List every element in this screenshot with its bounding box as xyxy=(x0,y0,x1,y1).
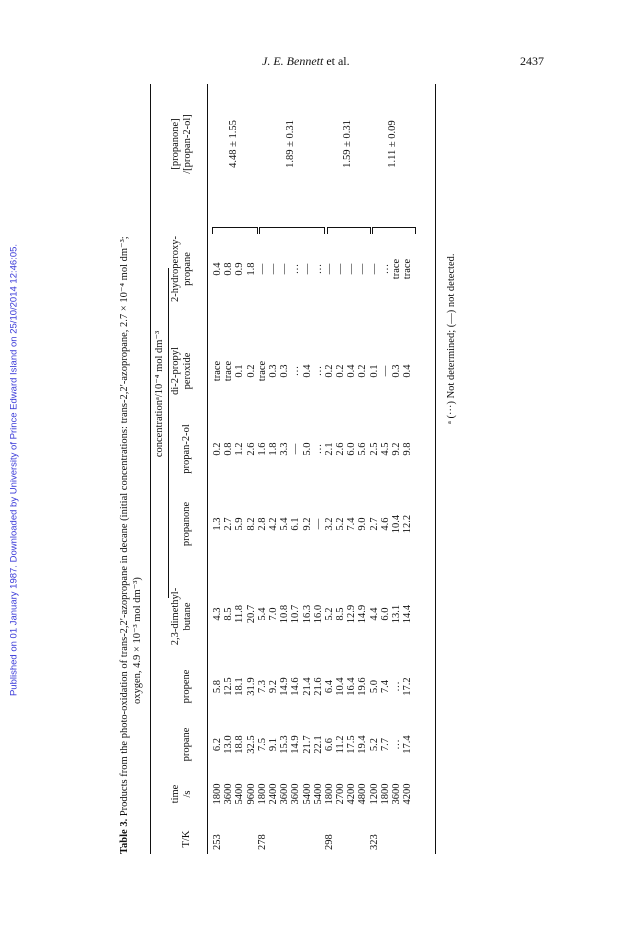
concentration-header: concentrationᵃ/10⁻⁴ mol dm⁻³ xyxy=(154,330,165,458)
cell-time: 1200 xyxy=(368,783,380,805)
cell-c6: trace xyxy=(212,360,223,382)
cell-c2: 12.5 xyxy=(223,677,235,696)
cell-c5: 1.8 xyxy=(267,442,279,456)
cell-c2: 17.2 xyxy=(402,677,414,696)
table-footnote: ᵃ (···) Not determined; (—) not detected. xyxy=(446,253,457,424)
table-row xyxy=(223,84,234,854)
cell-c4: 2.7 xyxy=(368,517,380,531)
cell-c1: 14.9 xyxy=(290,735,302,754)
cell-c6: 0.2 xyxy=(245,364,257,378)
table-row xyxy=(279,84,290,854)
table-row xyxy=(402,84,413,854)
cell-c2: … xyxy=(391,681,402,692)
cell-time: 1800 xyxy=(212,783,223,805)
cell-c2: 9.2 xyxy=(267,679,279,694)
cell-c3: 7.0 xyxy=(267,607,279,621)
table-row xyxy=(234,84,245,854)
running-head xyxy=(262,54,350,69)
table-row xyxy=(212,84,223,854)
cell-tk: 323 xyxy=(368,834,380,850)
cell-c4: 12.2 xyxy=(402,514,414,534)
cell-c1: 6.6 xyxy=(323,737,335,752)
header-propanone: propanone xyxy=(181,501,192,547)
ratio-323: 1.11 ± 0.09 xyxy=(387,120,398,168)
cell-c1: 13.0 xyxy=(223,735,235,754)
cell-c1: 7.7 xyxy=(379,737,391,752)
cell-tk: 278 xyxy=(256,834,268,850)
page-number: 2437 xyxy=(520,54,544,68)
caption-text: Products from the photo-oxidation of trans-2,2′-azopropane in decane (initial concentrations: trans-2,2′-azopropane, 2.7 × 10⁻⁴ mol dm⁻³; xyxy=(119,236,130,817)
cell-c2: 31.9 xyxy=(245,677,257,696)
cell-c2: 21.6 xyxy=(312,677,324,696)
cell-time: 3600 xyxy=(279,783,291,805)
cell-c1: 32.5 xyxy=(245,735,257,754)
table-body xyxy=(212,84,413,854)
cell-c5: 2.6 xyxy=(245,442,257,456)
cell-c3: 10.7 xyxy=(290,604,302,624)
cell-c6: 0.3 xyxy=(279,364,291,378)
table-row xyxy=(246,84,257,854)
cell-time: 3600 xyxy=(290,783,302,805)
cell-c7: — xyxy=(267,263,279,275)
table-row xyxy=(268,84,279,854)
cell-time: 1800 xyxy=(379,783,391,805)
cell-c6: … xyxy=(290,365,302,377)
cell-c6: … xyxy=(312,365,324,377)
table-3 xyxy=(118,84,498,854)
cell-c5: 5.0 xyxy=(301,442,313,456)
cell-c4: 10.4 xyxy=(391,514,402,534)
cell-c6: 0.4 xyxy=(346,364,358,378)
cell-c7: 1.8 xyxy=(245,262,257,276)
cell-c1: 11.2 xyxy=(335,735,347,754)
cell-c5: … xyxy=(312,443,324,455)
cell-c2: 18.1 xyxy=(234,677,246,696)
cell-time: 5400 xyxy=(234,783,246,805)
cell-c2: 7.3 xyxy=(256,679,268,694)
cell-c5: 0.2 xyxy=(212,442,223,456)
cell-c5: 1.6 xyxy=(256,442,268,456)
cell-c5: 0.8 xyxy=(223,442,235,456)
cell-c2: 16.4 xyxy=(346,677,358,696)
cell-c2: 5.0 xyxy=(368,679,380,694)
cell-c7: … xyxy=(379,263,391,275)
cell-c3: 5.2 xyxy=(323,607,335,621)
cell-time: 4800 xyxy=(357,783,369,805)
header-ratio: [propanone] /[propan-2-ol] xyxy=(170,114,193,174)
cell-time: 3600 xyxy=(391,783,402,805)
header-time: time /s xyxy=(170,784,193,804)
rotated-table-area xyxy=(118,84,498,854)
et-al: et al. xyxy=(326,54,350,68)
table-caption xyxy=(118,84,144,854)
cell-time: 5400 xyxy=(312,783,324,805)
cell-c4: 5.2 xyxy=(335,517,347,531)
table-row xyxy=(369,84,380,854)
cell-c4: 4.6 xyxy=(379,517,391,531)
cell-c6: trace xyxy=(223,360,235,382)
cell-c6: 0.1 xyxy=(234,364,246,378)
concentration-rule xyxy=(168,268,169,598)
cell-tk: 298 xyxy=(323,834,335,850)
top-rule xyxy=(150,84,151,854)
cell-c2: 19.6 xyxy=(357,677,369,696)
cell-c5: 2.1 xyxy=(323,442,335,456)
cell-c3: 16.0 xyxy=(312,604,324,624)
cell-c7: trace xyxy=(391,258,402,280)
cell-c4: 4.2 xyxy=(267,517,279,531)
cell-c4: 9.2 xyxy=(301,517,313,531)
cell-time: 3600 xyxy=(223,783,235,805)
cell-c5: 4.5 xyxy=(379,442,391,456)
cell-c2: 21.4 xyxy=(301,677,313,696)
table-row xyxy=(380,84,391,854)
table-row xyxy=(290,84,301,854)
cell-c4: 5.9 xyxy=(234,517,246,531)
table-row xyxy=(391,84,402,854)
ratio-298: 1.59 ± 0.31 xyxy=(342,120,353,168)
cell-c3: 11.8 xyxy=(234,605,246,623)
cell-c1: 6.2 xyxy=(212,737,223,752)
cell-tk: 253 xyxy=(212,834,223,850)
cell-c3: 14.4 xyxy=(402,604,414,624)
table-row xyxy=(357,84,368,854)
cell-c4: 6.1 xyxy=(290,517,302,531)
cell-c1: 18.8 xyxy=(234,735,246,754)
table-row xyxy=(335,84,346,854)
ratio-278: 1.89 ± 0.31 xyxy=(285,120,296,168)
table-row xyxy=(313,84,324,854)
cell-c5: 9.8 xyxy=(402,442,414,456)
cell-c7: — xyxy=(368,263,380,275)
cell-c1: 5.2 xyxy=(368,737,380,752)
cell-time: 4200 xyxy=(346,783,358,805)
cell-c2: 5.8 xyxy=(212,679,223,694)
header-propanol: propan-2-ol xyxy=(181,424,192,474)
cell-c1: 17.4 xyxy=(402,735,414,754)
cell-c2: 6.4 xyxy=(323,679,335,694)
cell-c6: 0.4 xyxy=(402,364,414,378)
cell-c5: 1.2 xyxy=(234,442,246,456)
table-row xyxy=(302,84,313,854)
cell-c4: 2.7 xyxy=(223,517,235,531)
cell-c3: 4.3 xyxy=(212,607,223,621)
cell-c7: — xyxy=(357,263,369,275)
cell-c7: … xyxy=(312,263,324,275)
cell-c5: 9.2 xyxy=(391,442,402,456)
cell-c7: … xyxy=(290,263,302,275)
cell-c2: 14.6 xyxy=(290,677,302,696)
cell-c4: 1.3 xyxy=(212,517,223,531)
header-propene: propene xyxy=(181,669,192,704)
header-peroxide: di-2-propyl peroxide xyxy=(170,347,193,395)
cell-c3: 4.4 xyxy=(368,607,380,621)
cell-c3: 20.7 xyxy=(245,604,257,624)
cell-c7: — xyxy=(335,263,347,275)
cell-c5: 2.5 xyxy=(368,442,380,456)
cell-c1: 9.1 xyxy=(267,737,279,752)
table-row xyxy=(257,84,268,854)
cell-c3: 8.5 xyxy=(335,607,347,621)
cell-c1: 21.7 xyxy=(301,735,313,754)
watermark-text: Published on 01 January 1987. Downloaded by University of Prince Edward Island on 25/10/2014 12:46:05. xyxy=(8,243,20,697)
header-propane: propane xyxy=(181,727,192,762)
cell-c5: 3.3 xyxy=(279,442,291,456)
cell-c3: 14.9 xyxy=(357,604,369,624)
cell-c5: — xyxy=(290,443,302,455)
cell-c2: 14.9 xyxy=(279,677,291,696)
table-row xyxy=(346,84,357,854)
cell-time: 1800 xyxy=(256,783,268,805)
cell-c5: 5.6 xyxy=(357,442,369,456)
cell-c4: 2.8 xyxy=(256,517,268,531)
cell-c3: 10.8 xyxy=(279,604,291,624)
cell-c6: 0.1 xyxy=(368,364,380,378)
cell-c7: — xyxy=(301,263,313,275)
cell-time: 9600 xyxy=(245,783,257,805)
header-rule xyxy=(207,84,208,854)
author-names: J. E. Bennett xyxy=(262,54,324,68)
cell-c7: — xyxy=(346,263,358,275)
header-tk: T/K xyxy=(181,830,192,848)
cell-c4: 8.2 xyxy=(245,517,257,531)
cell-c7: 0.8 xyxy=(223,262,235,276)
table-row xyxy=(324,84,335,854)
cell-c6: 0.4 xyxy=(301,364,313,378)
cell-c7: 0.9 xyxy=(234,262,246,276)
cell-time: 2700 xyxy=(335,783,347,805)
cell-c6: — xyxy=(379,365,391,377)
cell-c6: trace xyxy=(256,360,268,382)
cell-c6: 0.2 xyxy=(323,364,335,378)
cell-c4: 3.2 xyxy=(323,517,335,531)
cell-c3: 13.1 xyxy=(391,604,402,624)
brace-298 xyxy=(327,227,371,234)
ratio-253: 4.48 ± 1.55 xyxy=(228,120,239,168)
cell-c4: — xyxy=(312,518,324,530)
cell-c6: 0.3 xyxy=(391,364,402,378)
download-watermark xyxy=(4,120,24,820)
cell-c3: 5.4 xyxy=(256,607,268,621)
cell-c6: 0.2 xyxy=(357,364,369,378)
cell-c3: 8.5 xyxy=(223,607,235,621)
cell-c1: … xyxy=(391,739,402,750)
cell-c4: 9.0 xyxy=(357,517,369,531)
cell-time: 2400 xyxy=(267,783,279,805)
header-hydroperoxy: 2-hydroperoxy- propane xyxy=(170,236,193,302)
cell-time: 4200 xyxy=(402,783,414,805)
cell-c1: 7.5 xyxy=(256,737,268,752)
cell-c1: 19.4 xyxy=(357,735,369,754)
cell-c5: 6.0 xyxy=(346,442,358,456)
header-dimethylbutane: 2,3-dimethyl- butane xyxy=(170,587,193,646)
cell-c7: — xyxy=(279,263,291,275)
cell-c3: 12.9 xyxy=(346,604,358,624)
cell-c2: 10.4 xyxy=(335,677,347,696)
cell-c4: 7.4 xyxy=(346,517,358,531)
cell-c3: 16.3 xyxy=(301,604,313,624)
cell-c1: 15.3 xyxy=(279,735,291,754)
bottom-rule xyxy=(435,84,436,854)
cell-c1: 17.5 xyxy=(346,735,358,754)
cell-time: 1800 xyxy=(323,783,335,805)
cell-c7: — xyxy=(323,263,335,275)
cell-c2: 7.4 xyxy=(379,679,391,694)
cell-c3: 6.0 xyxy=(379,607,391,621)
cell-c7: — xyxy=(256,263,268,275)
cell-c6: 0.2 xyxy=(335,364,347,378)
caption-text-2: oxygen, 4.9 × 10⁻³ mol dm⁻³) xyxy=(132,577,143,704)
cell-c5: 2.6 xyxy=(335,442,347,456)
cell-c4: 5.4 xyxy=(279,517,291,531)
brace-253 xyxy=(212,227,258,234)
brace-323 xyxy=(372,227,416,234)
cell-c7: trace xyxy=(402,258,414,280)
brace-278 xyxy=(259,227,325,234)
cell-c7: 0.4 xyxy=(212,262,223,276)
cell-time: 5400 xyxy=(301,783,313,805)
cell-c6: 0.3 xyxy=(267,364,279,378)
table-label: Table 3. xyxy=(119,818,130,854)
cell-c1: 22.1 xyxy=(312,735,324,754)
